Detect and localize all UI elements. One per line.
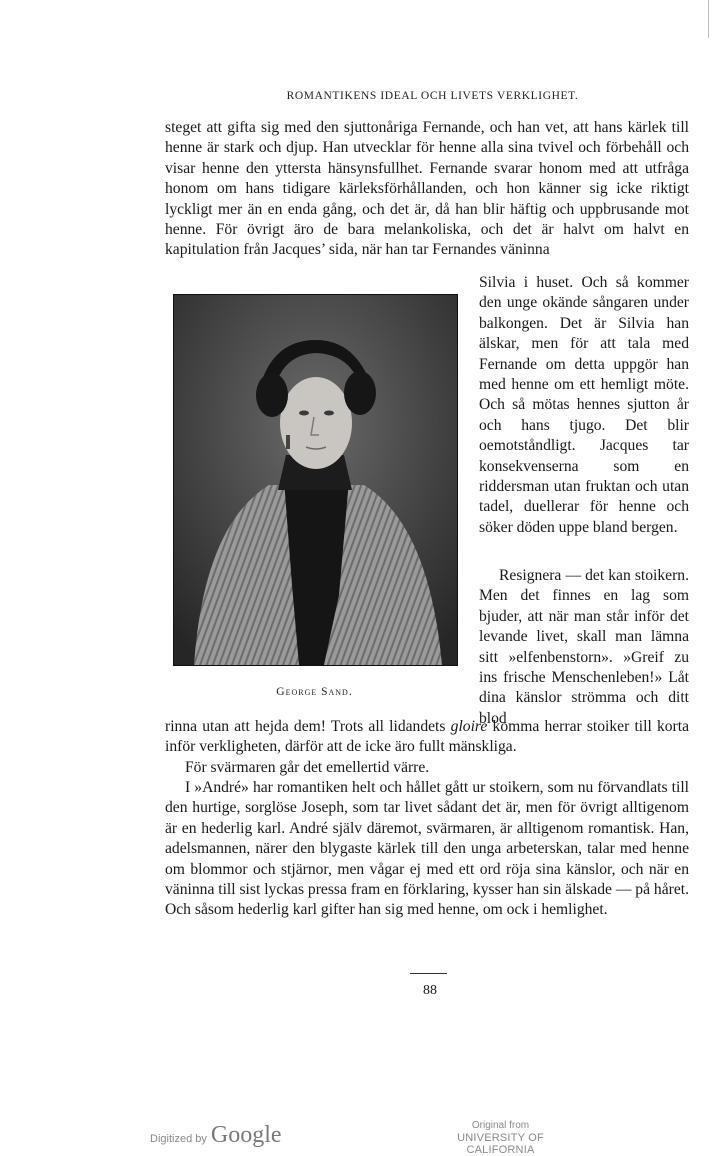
portrait-photo [173, 294, 458, 666]
short-paragraph: För svärmaren går det emellertid värre. [185, 759, 430, 776]
original-from-notice [428, 1120, 573, 1156]
page-number: 88 [423, 983, 437, 998]
continuation-text-a: rinna utan att hejda dem! Trots all lidandets [165, 718, 446, 735]
running-head: ROMANTIKENS IDEAL OCH LIVETS VERKLIGHET. [286, 90, 579, 102]
photo-caption: George Sand. [276, 686, 353, 698]
digitized-by-notice [150, 1122, 282, 1149]
page-edge-mark [708, 0, 709, 38]
google-logo: Google [210, 1122, 282, 1148]
text-column-second: Resignera — det kan stoikern. Men det finnes en lag som bjuder, att när man står inför det levande livet, skall man lämna sitt »elfenbenstorn». »Greif zu ins frische Menschenleben!» Låt dina känslor strömma och ditt blod [479, 567, 689, 727]
continuation-text-b: komma herrar stoiker till korta inför verkligheten, därför att de icke äro fullt mänskliga. [165, 718, 690, 756]
top-paragraph: steget att gifta sig med den sjuttonåriga Fernande, och han vet, att hans kärlek till henne är stark och djup. Han utvecklar för henne alla sina tvivel och förbehåll och visar henne den yttersta hänsynsfullhet. Fernande svarar honom med att utfråga honom om hans tidigare kärleksförhållanden, och hon känner sig icke riktigt lyckligt mer än en enda gång, och det är, då han blir häftig och uppbrusande mot henne. För övrigt äro de bara melankoliska, och det är halvt om halvt en kapitulation från Jacques’ sida, när han tar Fernandes väninna [165, 119, 689, 259]
folio-rule [410, 973, 447, 974]
portrait-illustration [174, 295, 457, 665]
continuation-paragraph [165, 717, 689, 758]
digitized-by-label: Digitized by [150, 1133, 207, 1145]
text-column-first: Silvia i huset. Och så kommer den unge okände sångaren under balkongen. Det är Silvia han älskar, men för att tala med Fernande om detta uppgör han med henne om ett hemligt möte. Och så mötas hennes sjutton år och hans tjugo. Det blir oemotståndligt. Jacques tar konsekvenserna som en riddersman utan fruktan och utan tadel, duellerar för henne och söker döden uppe bland bergen. [479, 274, 689, 536]
continuation-italic-word: gloire [450, 718, 488, 735]
institution-name: UNIVERSITY OF CALIFORNIA [457, 1132, 544, 1156]
original-from-label: Original from [471, 1120, 530, 1131]
andre-paragraph: I »André» har romantiken helt och hållet gått ur stoikern, som nu förvandlats till den hurtige, sorglöse Joseph, som tar livet sådant det är, men för övrigt alltigenom är en hederlig karl. André själv däremot, svärmaren, är alltigenom romantisk. Han, adelsmannen, närer den blygaste kärlek till den unga arbeterskan, talar med henne om blommor och stjärnor, men vågar ej med ett ord röja sina känslor, och när en väninna till sist lyckas pressa fram en förklaring, kysser han sin älskade — på håret. Och såsom hederlig karl gifter han sig med henne, om ock i hemlighet. [165, 779, 689, 919]
